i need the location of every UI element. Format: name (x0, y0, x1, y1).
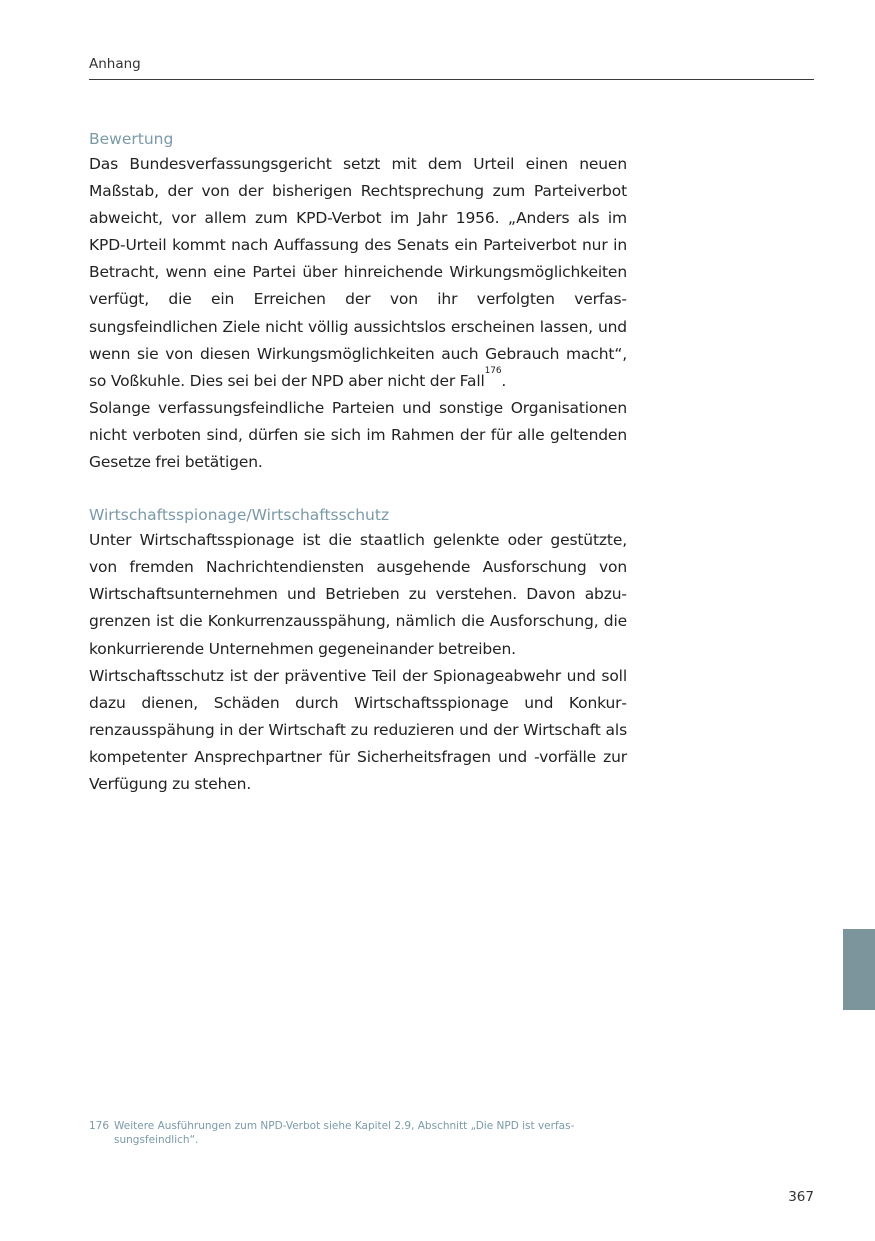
footnote-text: Weitere Ausführungen zum NPD-Verbot siehe Kapitel 2.9, Abschnitt „Die NPD ist verfassungsfeindlich“. (114, 1120, 575, 1146)
paragraph-text: Das Bundesverfassungsgericht setzt mit dem Urteil einen neuen Maßstab, der von der bisherigen Rechtsprechung zum Parteiverbot abweicht, vor allem zum KPD-Verbot im Jahr 1956. „Anders als im KPD-Urteil kommt nach Auffassung des Senats ein Parteiverbot nur in Betracht, wenn eine Partei über hinreichende Wirkungsmöglichkeiten verfügt, die ein Erreichen der von ihr verfolgten verfassungsfeindlichen Ziele nicht völlig aussichtslos erscheinen lassen, und wenn sie von diesen Wirkungsmöglichkeiten auch Gebrauch macht“, so Voßkuhle. Dies sei bei der NPD aber nicht der Fall (89, 155, 627, 390)
footnote (89, 1119, 629, 1147)
section-heading: Wirtschaftsspionage/Wirtschaftsschutz (89, 506, 390, 525)
header-rule (89, 79, 814, 80)
running-head: Anhang (89, 56, 141, 72)
paragraph: Solange verfassungsfeindliche Parteien und sonstige Organisationen nicht verboten sind, dürfen sie sich im Rahmen der für alle geltenden Gesetze frei betätigen. (89, 398, 627, 472)
footnote-reference[interactable]: 176 (484, 365, 502, 376)
page-number: 367 (788, 1189, 814, 1205)
section-bewertung (89, 127, 627, 476)
chapter-tab-marker (843, 929, 875, 1010)
section-heading: Bewertung (89, 130, 174, 148)
paragraph: Wirtschaftsschutz ist der präventive Teil der Spionageabwehr und soll dazu dienen, Schäden durch Wirtschaftsspionage und Konkurrenzausspähung in der Wirtschaft zu reduzieren und der Wirtschaft als kompetenter Ansprechpartner für Sicherheitsfragen und -vorfälle zur Verfügung zu stehen. (89, 666, 627, 793)
sentence-end: . (501, 371, 507, 390)
footnote-number: 176 (89, 1120, 110, 1132)
paragraph: Unter Wirtschaftsspionage ist die staatlich gelenkte oder gestützte, von fremden Nachrichtendiensten ausgehende Ausforschung von Wirtschaftsunternehmen und Betrieben zu verstehen. Davon abzugrenzen ist die Konkurrenzausspähung, nämlich die Ausforschung, die konkurrierende Unternehmen gegeneinander betreiben. (89, 531, 627, 658)
section-wirtschaftsspionage (89, 503, 627, 798)
paragraph (89, 151, 627, 395)
main-content (89, 127, 627, 798)
